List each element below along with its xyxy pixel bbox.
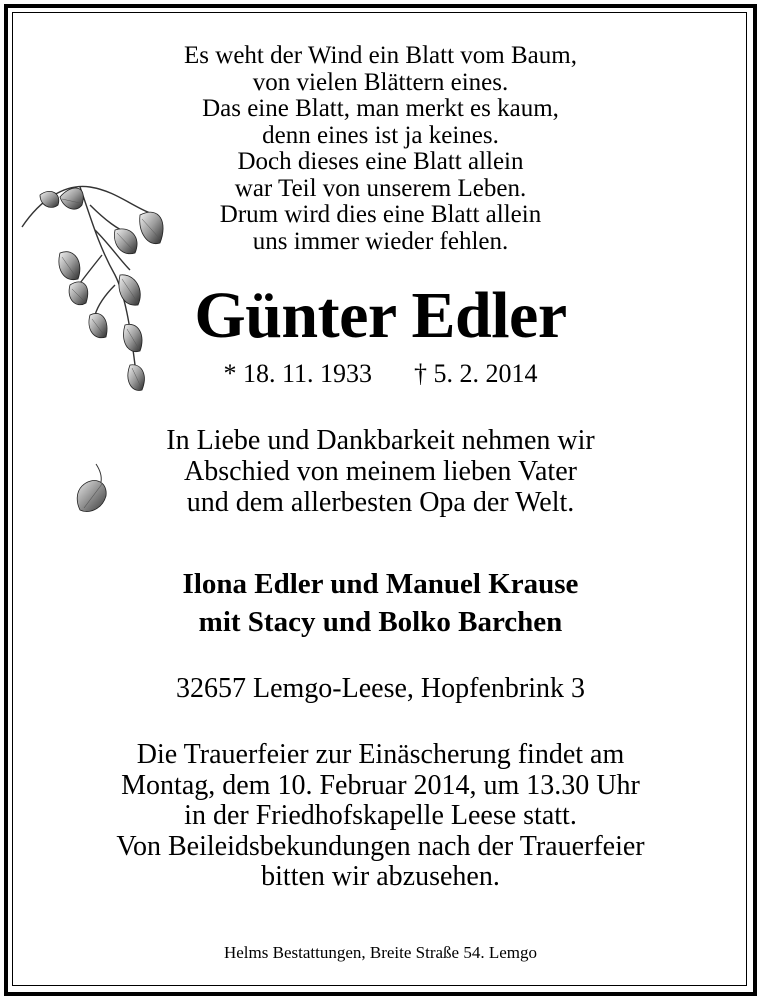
poem-line: Es weht der Wind ein Blatt vom Baum, bbox=[184, 42, 577, 69]
poem-line: Drum wird dies eine Blatt allein bbox=[219, 201, 542, 228]
birth-date: * 18. 11. 1933 bbox=[223, 359, 373, 388]
address: 32657 Lemgo-Leese, Hopfenbrink 3 bbox=[176, 673, 585, 704]
poem-line: uns immer wieder fehlen. bbox=[252, 227, 509, 255]
funeral-line: Von Beileidsbekundungen nach der Trauerfeier bbox=[116, 830, 645, 862]
poem-line: Doch dieses eine Blatt allein bbox=[237, 148, 524, 175]
tribute-line: und dem allerbesten Opa der Welt. bbox=[186, 487, 575, 518]
funeral-line: bitten wir abzusehen. bbox=[261, 861, 500, 892]
death-date: † 5. 2. 2014 bbox=[414, 359, 538, 388]
mourners-line: mit Stacy und Bolko Barchen bbox=[198, 606, 563, 638]
funeral-line: Montag, dem 10. Februar 2014, um 13.30 Uhr bbox=[121, 769, 640, 801]
poem-line: war Teil von unserem Leben. bbox=[234, 174, 527, 202]
funeral-info bbox=[0, 740, 761, 893]
funeral-line: Die Trauerfeier zur Einäscherung findet am bbox=[136, 739, 625, 770]
life-dates bbox=[0, 358, 761, 390]
poem bbox=[0, 43, 761, 255]
mourners bbox=[0, 565, 761, 641]
poem-line: denn eines ist ja keines. bbox=[262, 121, 499, 149]
tribute-line: In Liebe und Dankbarkeit nehmen wir bbox=[166, 425, 595, 456]
poem-line: Das eine Blatt, man merkt es kaum, bbox=[202, 95, 559, 122]
deceased-name: Günter Edler bbox=[194, 279, 567, 352]
mourners-line: Ilona Edler und Manuel Krause bbox=[182, 568, 579, 600]
tribute-text bbox=[0, 425, 761, 518]
poem-line: von vielen Blättern eines. bbox=[252, 68, 509, 96]
tribute-line: Abschied von meinem lieben Vater bbox=[184, 456, 577, 487]
funeral-line: in der Friedhofskapelle Leese statt. bbox=[184, 800, 577, 831]
undertaker-footer: Helms Bestattungen, Breite Straße 54. Lemgo bbox=[223, 943, 537, 962]
